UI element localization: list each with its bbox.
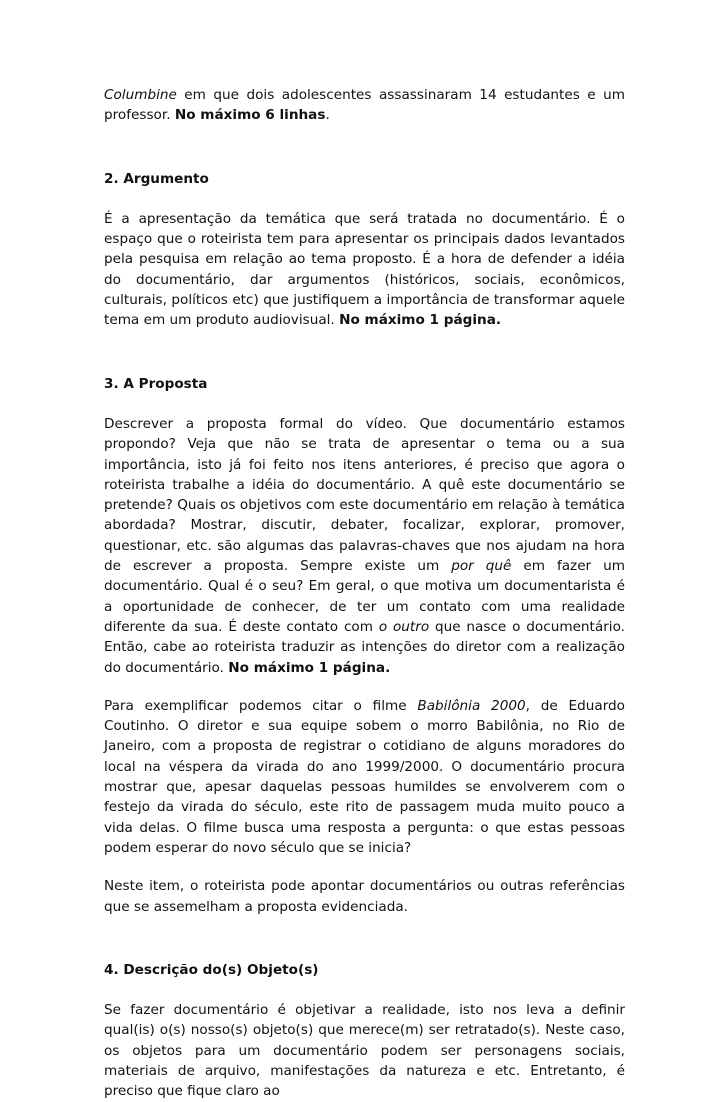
- argumento-text: É a apresentação da temática que será tratada no documentário. É o espaço que o roteirista tem para apresentar os principais dados levantados pela pesquisa em relação ao tema proposto. É a hora de defender a idéia do documentário, dar argumentos (históricos, sociais, econômicos, culturais, políticos etc) que justifiquem a importância de transformar aquele tema em um produto audiovisual.: [104, 210, 625, 329]
- film-title-babilonia: Babilônia 2000: [417, 697, 526, 714]
- spacer: [104, 126, 625, 169]
- proposta-text-c: que nasce o documentário. Então, cabe ao roteirista traduzir as intenções do diretor com a realização do documentário.: [104, 618, 625, 676]
- proposta-paragraph-2: [104, 696, 625, 858]
- descricao-paragraph: Se fazer documentário é objetivar a realidade, isto nos leva a definir qual(is) o(s) nosso(s) objeto(s) que merece(m) ser retratado(s). Neste caso, os objetos para um documentário podem ser personagens sociais, materiais de arquivo, manifestações da natureza e etc. Entretanto, é preciso que fique claro ao: [104, 1002, 625, 1100]
- film-title-columbine: Columbine: [104, 87, 177, 103]
- proposta-limit: No máximo 1 página.: [228, 659, 391, 676]
- intro-end: .: [325, 107, 330, 124]
- argumento-limit: No máximo 1 página.: [339, 312, 502, 329]
- intro-text: em que dois adolescentes assassinaram 14 estudantes e um professor.: [104, 87, 625, 124]
- proposta-p2-text-b: , de Eduardo Coutinho. O diretor e sua equipe sobem o morro Babilônia, no Rio de Janeiro, com a proposta de registrar o cotidiano de alguns moradores do local na véspera da virada do ano 1999/2000. O documentário procura mostrar que, apesar daquelas pessoas humildes se envolverem com o festejo da virada do século, este rito de passagem muda muito pouco a vida delas. O filme busca uma resposta a pergunta: o que estas pessoas podem esperar do novo século que se inicia?: [104, 697, 625, 856]
- spacer: [104, 189, 625, 209]
- spacer: [104, 331, 625, 374]
- emphasis-o-outro: o outro: [378, 618, 430, 635]
- section-heading-argumento: 2. Argumento: [104, 170, 209, 187]
- intro-limit: No máximo 6 linhas: [174, 107, 326, 124]
- spacer: [104, 858, 625, 876]
- proposta-paragraph-3: Neste item, o roteirista pode apontar documentários ou outras referências que se assemelham a proposta evidenciada.: [104, 878, 625, 915]
- spacer: [104, 980, 625, 1000]
- section-heading-descricao-objetos: 4. Descrição do(s) Objeto(s): [104, 961, 319, 978]
- spacer: [104, 394, 625, 414]
- spacer: [104, 678, 625, 696]
- proposta-text-b: em fazer um documentário. Qual é o seu? Em geral, o que motiva um documentarista é a oportunidade de conhecer, de ter um contato com uma realidade diferente da sua. É deste contato com: [104, 558, 625, 635]
- proposta-paragraph-1: [104, 414, 625, 678]
- proposta-p2-text-a: Para exemplificar podemos citar o filme: [104, 697, 418, 714]
- spacer: [104, 917, 625, 960]
- document-page: [104, 85, 625, 1102]
- argumento-paragraph: [104, 209, 625, 331]
- proposta-text-a: Descrever a proposta formal do vídeo. Que documentário estamos propondo? Veja que não se trata de apresentar o tema ou a sua importância, isto já foi feito nos itens anteriores, é preciso que agora o roteirista trabalhe a idéia do documentário. A quê este documentário se pretende? Quais os objetivos com este documentário em relação à temática abordada? Mostrar, discutir, debater, focalizar, explorar, promover, questionar, etc. são algumas das palavras-chaves que nos ajudam na hora de escrever a proposta. Sempre existe um: [104, 415, 625, 575]
- section-heading-proposta: 3. A Proposta: [104, 375, 208, 392]
- intro-paragraph: [104, 85, 625, 126]
- emphasis-por-que: por quê: [451, 558, 512, 575]
